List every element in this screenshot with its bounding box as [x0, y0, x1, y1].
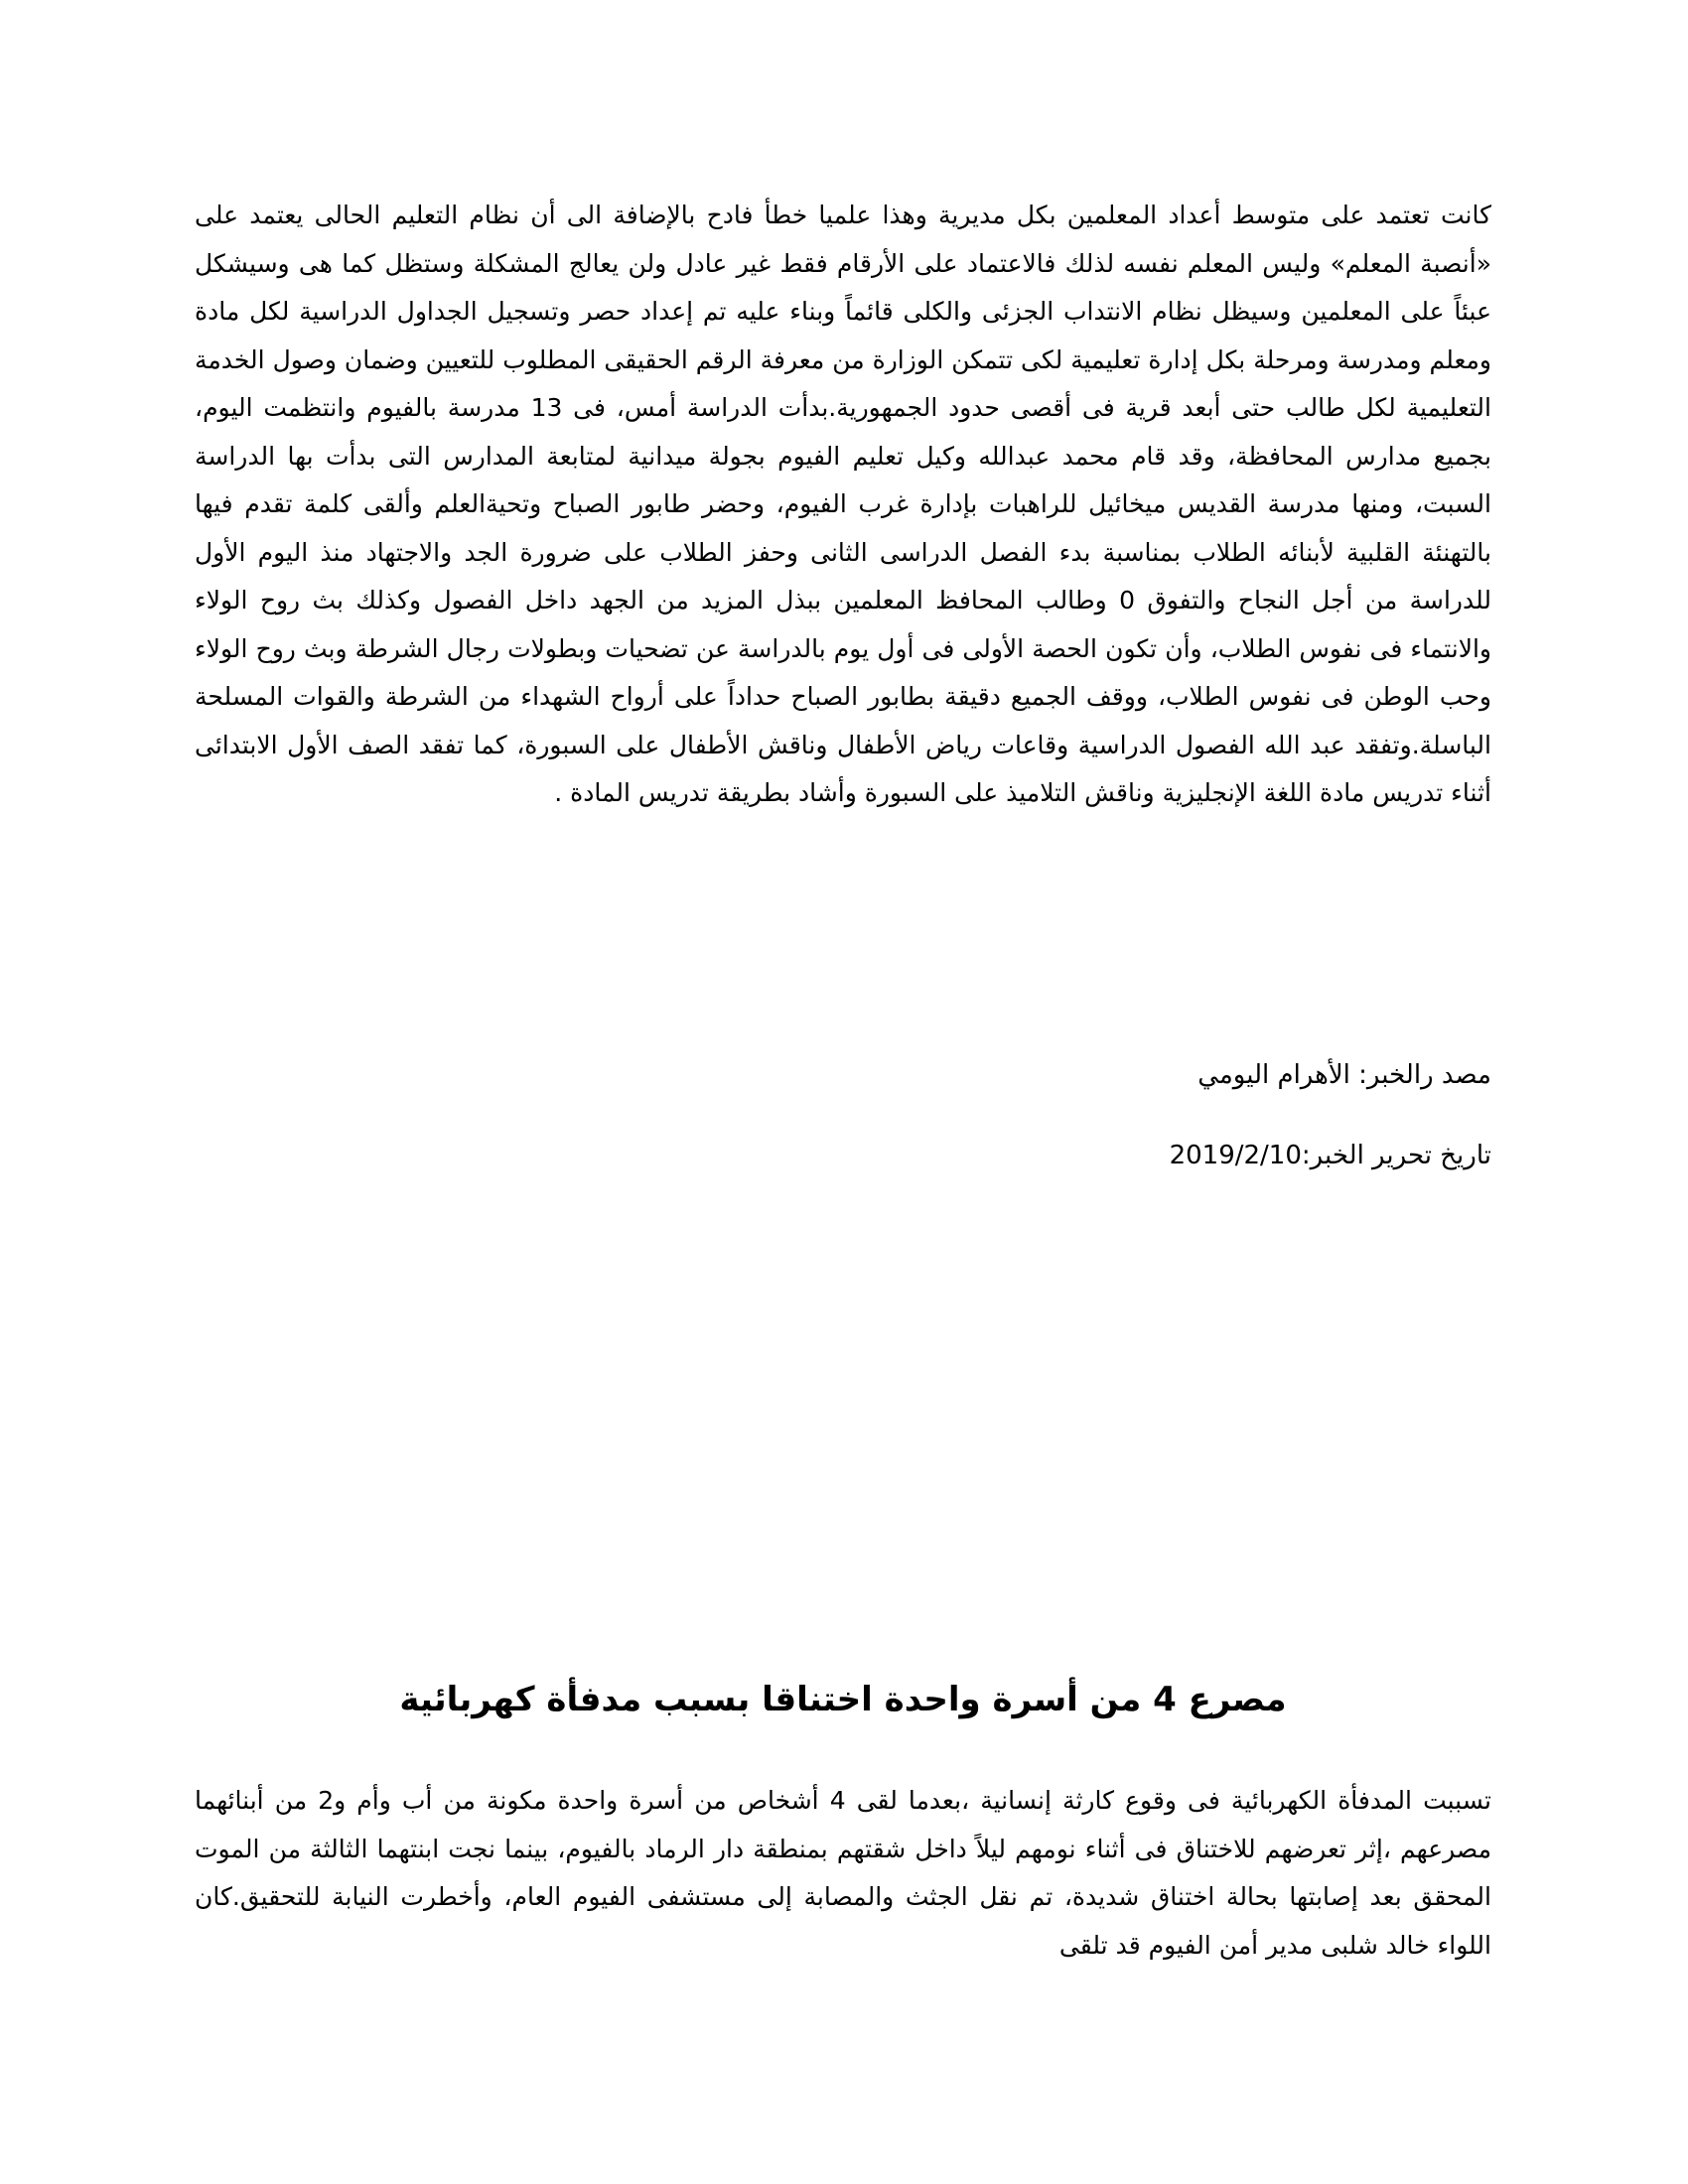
article-body-school-term: كانت تعتمد على متوسط أعداد المعلمين بكل مديرية وهذا علميا خطأ فادح بالإضافة الى أن نظام التعليم الحالى يعتمد على «أنصبة المعلم» وليس المعلم نفسه لذلك فالاعتماد على الأرقام فقط غير عادل ولن يعالج المشكلة وستظل كما هى وسيشكل عبئاً على المعلمين وسيظل نظام الانتداب الجزئى والكلى قائماً وبناء عليه تم إعداد حصر وتسجيل الجداول الدراسية لكل مادة ومعلم ومدرسة ومرحلة بكل إدارة تعليمية لكى تتمكن الوزارة من معرفة الرقم الحقيقى المطلوب للتعيين وضمان وصول الخدمة التعليمية لكل طالب حتى أبعد قرية فى أقصى حدود الجمهورية.بدأت الدراسة أمس، فى 13 مدرسة بالفيوم وانتظمت اليوم، بجميع مدارس المحافظة، وقد قام محمد عبدالله وكيل تعليم الفيوم بجولة ميدانية لمتابعة المدارس التى بدأت بها الدراسة السبت، ومنها مدرسة القديس ميخائيل للراهبات بإدارة غرب الفيوم، وحضر طابور الصباح وتحيةالعلم وألقى كلمة تقدم فيها بالتهنئة القلبية لأبنائه الطلاب بمناسبة بدء الفصل الدراسى الثانى وحفز الطلاب على ضرورة الجد والاجتهاد منذ اليوم الأول للدراسة من أجل النجاح والتفوق 0 وطالب المحافظ المعلمين ببذل المزيد من الجهد داخل الفصول وكذلك بث روح الولاء والانتماء فى نفوس الطلاب، وأن تكون الحصة الأولى فى أول يوم بالدراسة عن تضحيات وبطولات رجال الشرطة وبث روح الولاء وحب الوطن فى نفوس الطلاب، ووقف الجميع دقيقة بطابور الصباح حداداً على أرواح الشهداء من الشرطة والقوات المسلحة الباسلة.وتفقد عبد الله الفصول الدراسية وقاعات رياض الأطفال وناقش الأطفال على السبورة، كما تفقد الصف الأول الابتدائى أثناء تدريس مادة اللغة الإنجليزية وناقش التلاميذ على السبورة وأشاد بطريقة تدريس المادة .: [195, 201, 1492, 807]
article-headline: مصرع 4 من أسرة واحدة اختناقا بسبب مدفأة كهربائية: [399, 1680, 1287, 1719]
news-date-line: تاريخ تحرير الخبر:2019/2/10: [1169, 1141, 1491, 1170]
article-body-heater-incident: تسببت المدفأة الكهربائية فى وقوع كارثة إنسانية ،بعدما لقى 4 أشخاص من أسرة واحدة مكونة من أب وأم و2 من أبنائهما مصرعهم ،إثر تعرضهم للاختناق فى أثناء نومهم ليلاً داخل شقتهم بمنطقة دار الرماد بالفيوم، بينما نجت ابنتهما الثالثة من الموت المحقق بعد إصابتها بحالة اختناق شديدة، تم نقل الجثث والمصابة إلى مستشفى الفيوم العام، وأخطرت النيابة للتحقيق.كان اللواء خالد شلبى مدير أمن الفيوم قد تلقى: [195, 1786, 1491, 1960]
news-source-line: مصد رالخبر: الأهرام اليومي: [1197, 1060, 1491, 1090]
